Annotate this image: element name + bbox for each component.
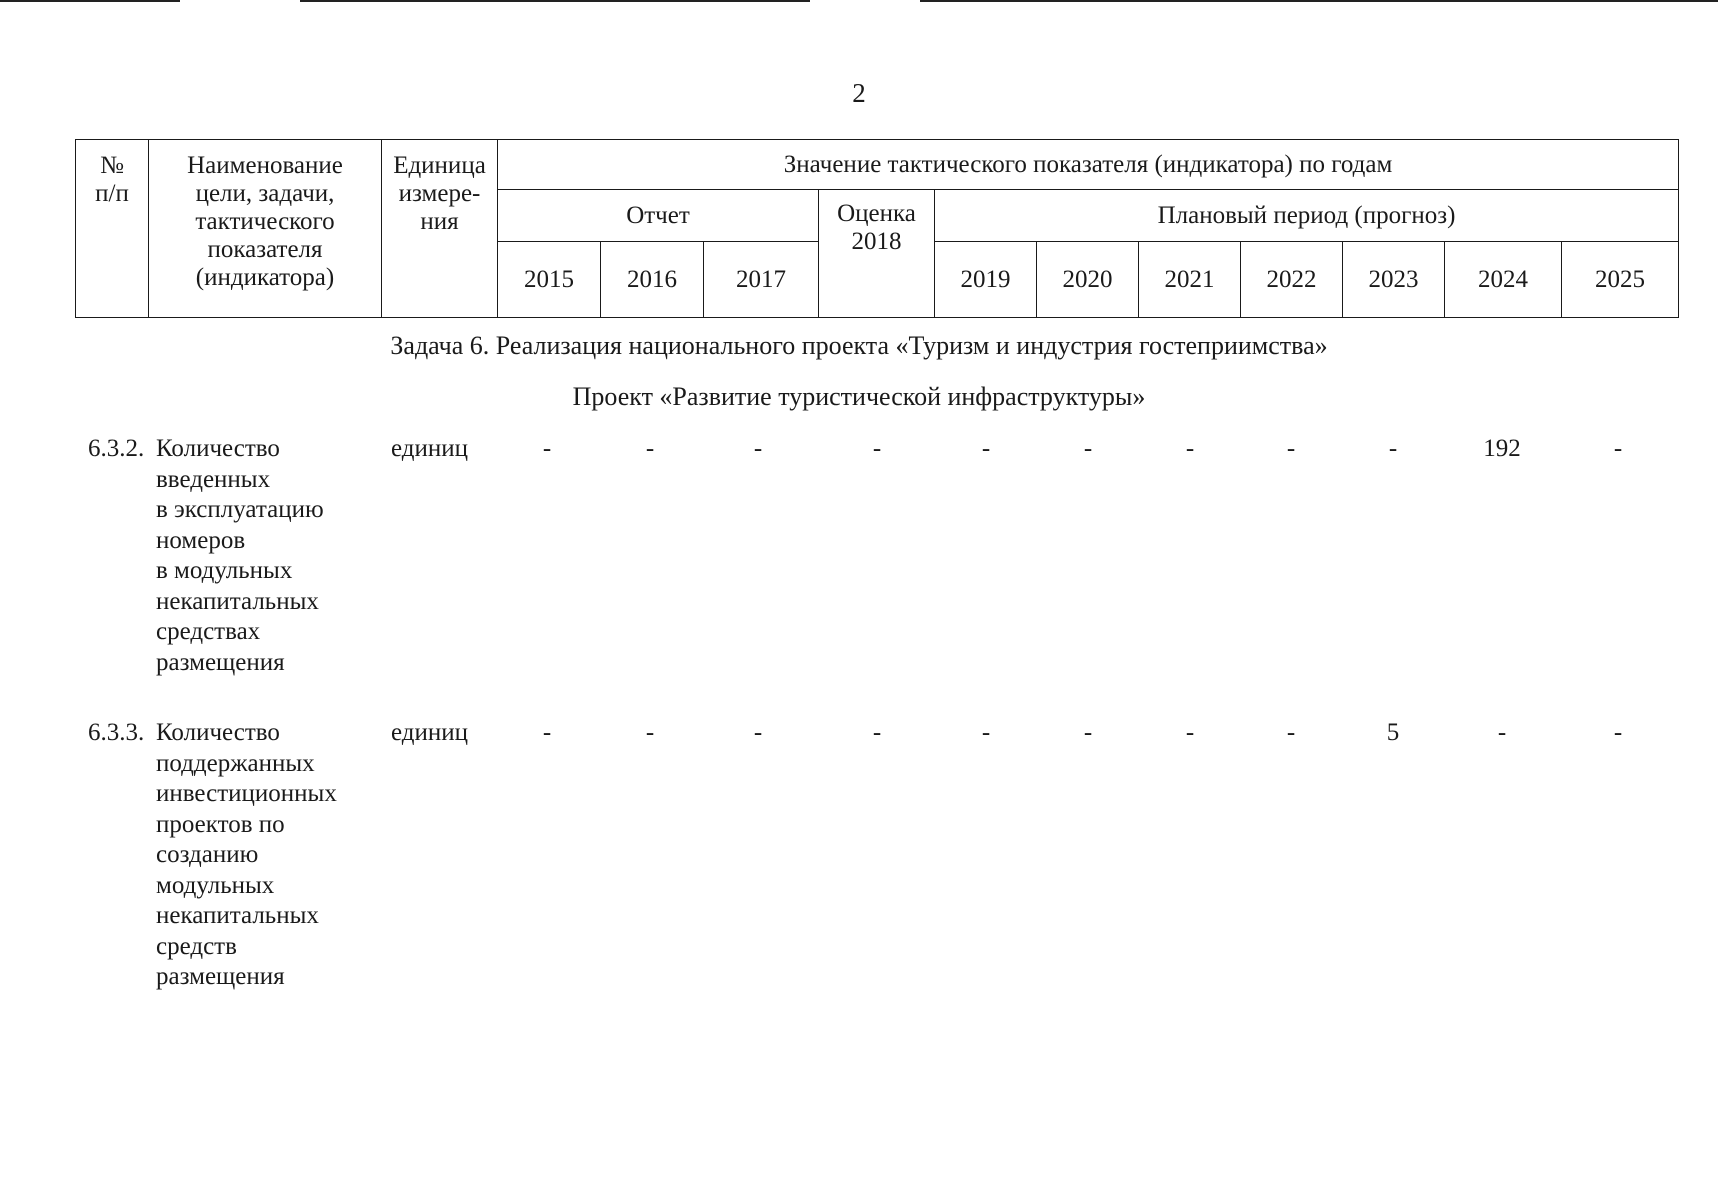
year-value: - <box>872 719 882 746</box>
indicator-table-header <box>75 139 1679 318</box>
header-year-cell: 2021 <box>1139 242 1241 318</box>
task-title: Задача 6. Реализация национального проекта «Туризм и индустрия гостеприимства» <box>390 331 1328 360</box>
year-value: - <box>981 435 991 462</box>
header-year-cell: 2020 <box>1037 242 1139 318</box>
row-number: 6.3.3. <box>88 719 145 746</box>
year-value: 5 <box>1386 719 1400 746</box>
indicator-name: Количество введенных в эксплуатацию номеров в модульных некапитальных средствах размещения <box>156 435 324 676</box>
page-number: 2 <box>852 78 866 108</box>
indicator-unit: единиц <box>391 435 469 462</box>
year-value: - <box>1083 435 1093 462</box>
year-value: 192 <box>1483 435 1521 462</box>
year-value: - <box>1388 435 1398 462</box>
header-col-number: № п/п <box>76 140 149 318</box>
year-value: - <box>1286 435 1296 462</box>
year-value: - <box>753 435 763 462</box>
year-value: - <box>1185 719 1195 746</box>
indicator-unit: единиц <box>391 719 469 746</box>
year-value: - <box>753 719 763 746</box>
indicator-name: Количество поддержанных инвестиционных проектов по созданию модульных некапитальных средств размещения <box>156 719 337 990</box>
row-number: 6.3.2. <box>88 435 145 462</box>
year-value: - <box>542 719 552 746</box>
header-col-unit: Единица измере- ния <box>382 140 498 318</box>
header-year-cell: 2017 <box>704 242 819 318</box>
year-value: - <box>542 435 552 462</box>
scan-edge-line-left <box>0 0 180 2</box>
header-year-cell: 2023 <box>1343 242 1445 318</box>
header-report-group: Отчет <box>498 190 819 242</box>
scan-edge-line-center <box>300 0 810 2</box>
header-year-cell: 2025 <box>1562 242 1679 318</box>
header-plan-group: Плановый период (прогноз) <box>935 190 1679 242</box>
header-year-cell: 2022 <box>1241 242 1343 318</box>
header-year-cell: 2016 <box>601 242 704 318</box>
year-value: - <box>1497 719 1507 746</box>
header-year-cell: 2024 <box>1445 242 1562 318</box>
header-values-by-year: Значение тактического показателя (индикатора) по годам <box>498 140 1679 190</box>
header-year-cell: 2015 <box>498 242 601 318</box>
year-value: - <box>1613 435 1623 462</box>
year-value: - <box>981 719 991 746</box>
year-value: - <box>1286 719 1296 746</box>
year-value: - <box>872 435 882 462</box>
scan-edge-line-right <box>920 0 1718 2</box>
year-value: - <box>1083 719 1093 746</box>
year-value: - <box>1185 435 1195 462</box>
year-value: - <box>645 719 655 746</box>
header-col-name: Наименование цели, задачи, тактического показателя (индикатора) <box>149 140 382 318</box>
header-estimate-2018: Оценка 2018 <box>819 190 935 318</box>
year-value: - <box>645 435 655 462</box>
header-year-cell: 2019 <box>935 242 1037 318</box>
project-title: Проект «Развитие туристической инфраструктуры» <box>572 382 1146 411</box>
year-value: - <box>1613 719 1623 746</box>
